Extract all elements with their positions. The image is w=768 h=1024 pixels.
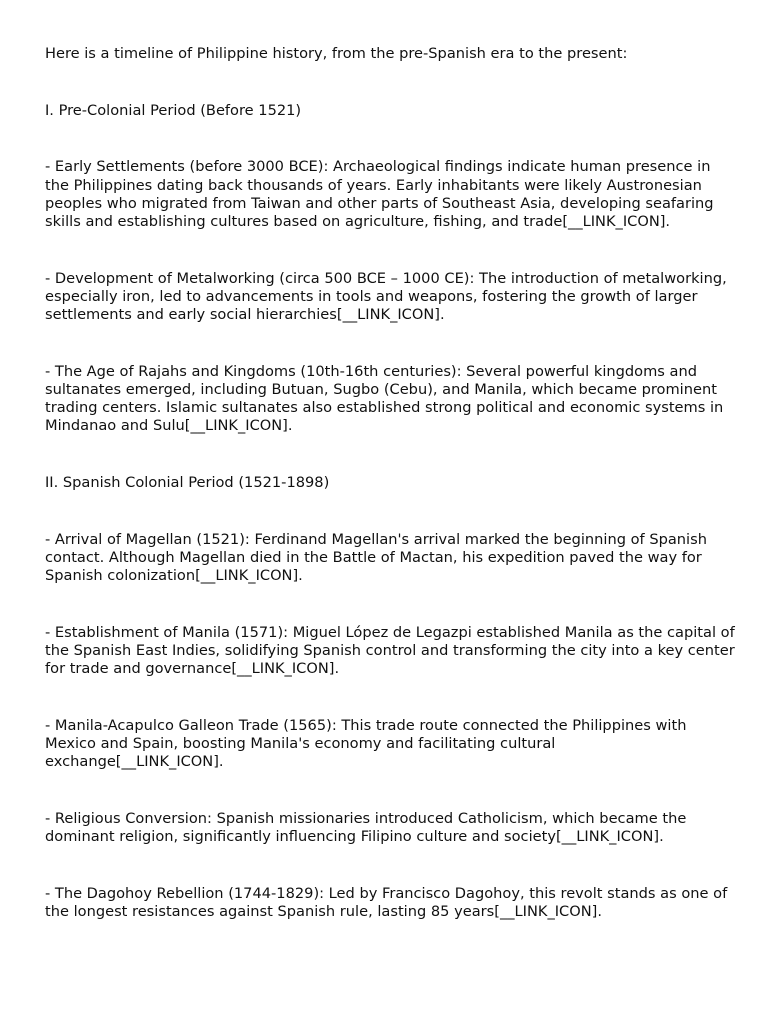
timeline-item-manila-establishment: - Establishment of Manila (1571): Miguel López de Legazpi established Manila as the capital of the Spanish East Indies, solidifying Spanish control and transforming the city into a key center for trade and governance[__LINK_ICON]. xyxy=(45,623,735,678)
section-heading-pre-colonial: I. Pre-Colonial Period (Before 1521) xyxy=(45,101,302,119)
intro-paragraph: Here is a timeline of Philippine history, from the pre-Spanish era to the present: xyxy=(45,45,628,62)
timeline-item-magellan: - Arrival of Magellan (1521): Ferdinand Magellan's arrival marked the beginning of Spanish contact. Although Magellan died in the Battle of Mactan, his expedition paved the way for Spanish colonization[__LINK_ICON]. xyxy=(45,530,707,585)
timeline-item-early-settlements: - Early Settlements (before 3000 BCE): Archaeological findings indicate human presence in the Philippines dating back thousands of years. Early inhabitants were likely Austronesian peoples who migrated from Taiwan and other parts of Southeast Asia, developing seafaring skills and establishing cultures based on agriculture, fishing, and trade[__LINK_ICON]. xyxy=(45,158,714,231)
timeline-item-religious-conversion: - Religious Conversion: Spanish missionaries introduced Catholicism, which became the dominant religion, significantly influencing Filipino culture and society[__LINK_ICON]. xyxy=(45,810,687,846)
section-heading-spanish-colonial: II. Spanish Colonial Period (1521-1898) xyxy=(45,474,330,492)
timeline-item-rajahs-kingdoms: - The Age of Rajahs and Kingdoms (10th-16th centuries): Several powerful kingdoms and sultanates emerged, including Butuan, Sugbo (Cebu), and Manila, which became prominent trading centers. Islamic sultanates also established strong political and economic systems in Mindanao and Sulu[__LINK_ICON]. xyxy=(45,362,724,435)
timeline-item-galleon-trade: - Manila-Acapulco Galleon Trade (1565): This trade route connected the Philippines with Mexico and Spain, boosting Manila's economy and facilitating cultural exchange[__LINK_ICON]. xyxy=(45,717,687,771)
document-body xyxy=(45,45,735,960)
timeline-item-dagohoy-rebellion: - The Dagohoy Rebellion (1744-1829): Led by Francisco Dagohoy, this revolt stands as one of the longest resistances against Spanish rule, lasting 85 years[__LINK_ICON]. xyxy=(45,885,728,921)
timeline-item-metalworking: - Development of Metalworking (circa 500 BCE – 1000 CE): The introduction of metalworking, especially iron, led to advancements in tools and weapons, fostering the growth of larger settlements and early social hierarchies[__LINK_ICON]. xyxy=(45,269,727,324)
